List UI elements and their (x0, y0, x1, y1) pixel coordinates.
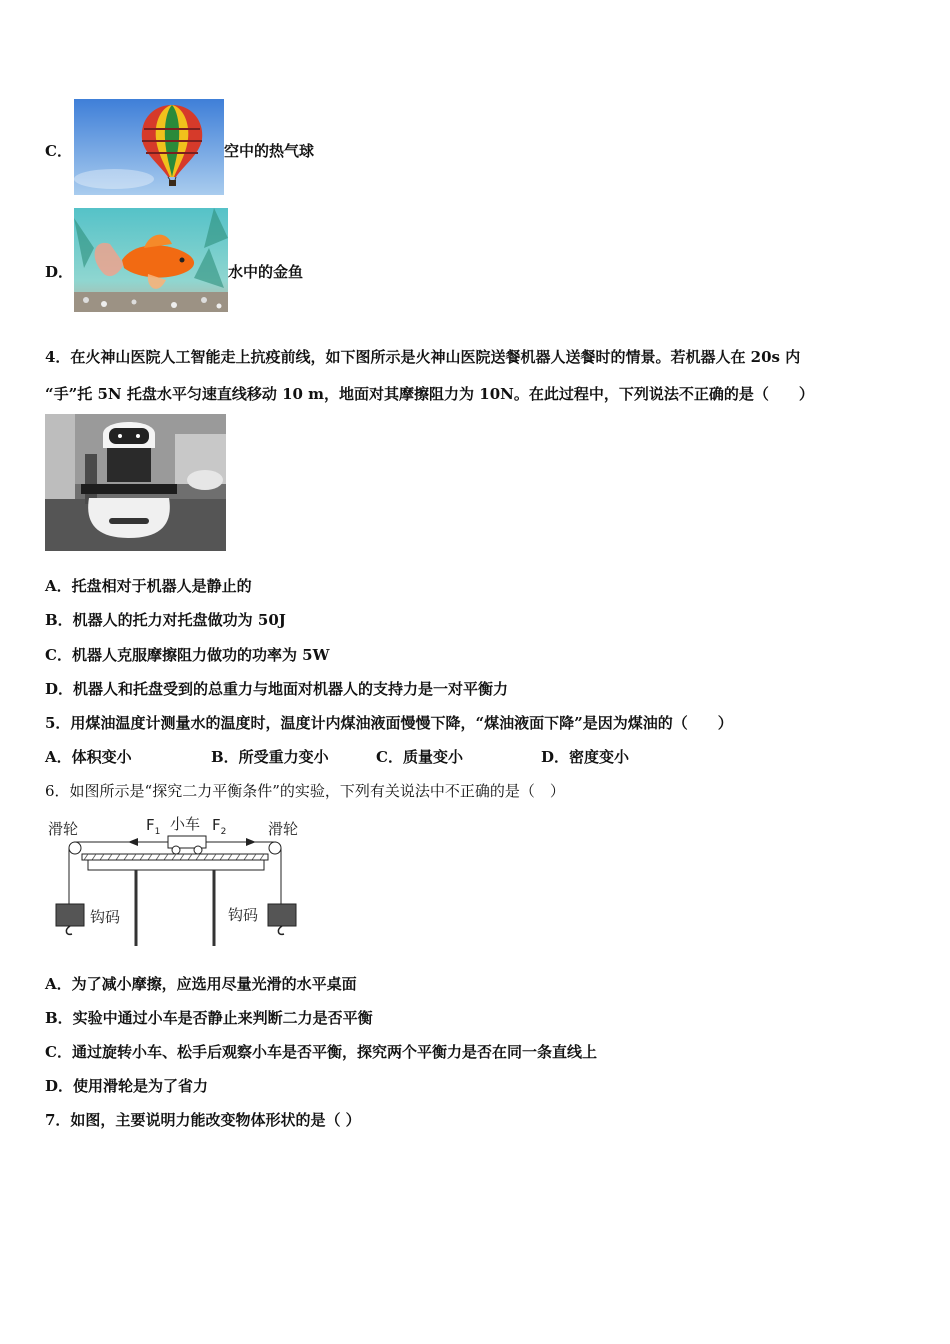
pulley-right-icon (269, 842, 281, 854)
option-d-text: 水中的金鱼 (228, 263, 304, 281)
q5-stem: 5．用煤油温度计测量水的温度时，温度计内煤油液面慢慢下降，“煤油液面下降”是因为煤油的（ ） (45, 714, 733, 732)
f1-arrow (128, 838, 138, 846)
q6-stem: 6．如图所示是“探究二力平衡条件”的实验，下列有关说法中不正确的是（ ） (45, 782, 565, 800)
q5-option-d: D．密度变小 (541, 748, 630, 766)
goldfish-image (74, 208, 228, 312)
pulley-left-icon (69, 842, 81, 854)
q4-option-a: A．托盘相对于机器人是静止的 (45, 577, 252, 595)
q6-option-a: A．为了减小摩擦，应选用尽量光滑的水平桌面 (45, 975, 357, 993)
q5-option-c: C．质量变小 (376, 748, 463, 766)
option-c-text: 空中的热气球 (224, 142, 315, 160)
q4-stem-line2: “手”托 5N 托盘水平匀速直线移动 10 m，地面对其摩擦阻力为 10N。在此过程中，下列说法不正确的是（ ） (45, 385, 814, 403)
cart-wheel-icon (172, 846, 180, 854)
pulley-right-label: 滑轮 (268, 820, 299, 838)
q5-option-a: A．体积变小 (45, 748, 132, 766)
q4-option-b: B．机器人的托力对托盘做功为 50J (45, 611, 286, 629)
table-frame (88, 860, 264, 870)
weight-left-label: 钩码 (90, 908, 121, 926)
q4-option-c: C．机器人克服摩擦阻力做功的功率为 5W (45, 646, 330, 664)
q7-stem: 7．如图，主要说明力能改变物体形状的是（ ） (45, 1111, 361, 1129)
f1-label: $F_1$ (146, 816, 161, 837)
two-force-balance-diagram (44, 812, 306, 948)
option-c-label: C． (45, 142, 72, 160)
q6-option-b: B．实验中通过小车是否静止来判断二力是否平衡 (45, 1009, 373, 1027)
weight-right-label: 钩码 (228, 906, 259, 924)
option-d-label: D． (45, 263, 74, 281)
weight-left (56, 904, 84, 926)
f2-arrow (246, 838, 256, 846)
f2-label: $F_2$ (212, 816, 227, 837)
q6-option-d: D．使用滑轮是为了省力 (45, 1077, 209, 1095)
weight-right (268, 904, 296, 926)
cart-wheel-icon (194, 846, 202, 854)
q4-option-d: D．机器人和托盘受到的总重力与地面对机器人的支持力是一对平衡力 (45, 680, 509, 698)
hot-air-balloon-image (74, 99, 224, 195)
q6-option-c: C．通过旋转小车、松手后观察小车是否平衡，探究两个平衡力是否在同一条直线上 (45, 1043, 597, 1061)
pulley-left-label: 滑轮 (48, 820, 79, 838)
q5-option-b: B．所受重力变小 (211, 748, 329, 766)
q4-stem-line1: 4．在火神山医院人工智能走上抗疫前线，如下图所示是火神山医院送餐机器人送餐时的情景。若机器人在 20s 内 (45, 348, 801, 366)
cart-label: 小车 (170, 815, 201, 833)
delivery-robot-image (45, 414, 226, 551)
